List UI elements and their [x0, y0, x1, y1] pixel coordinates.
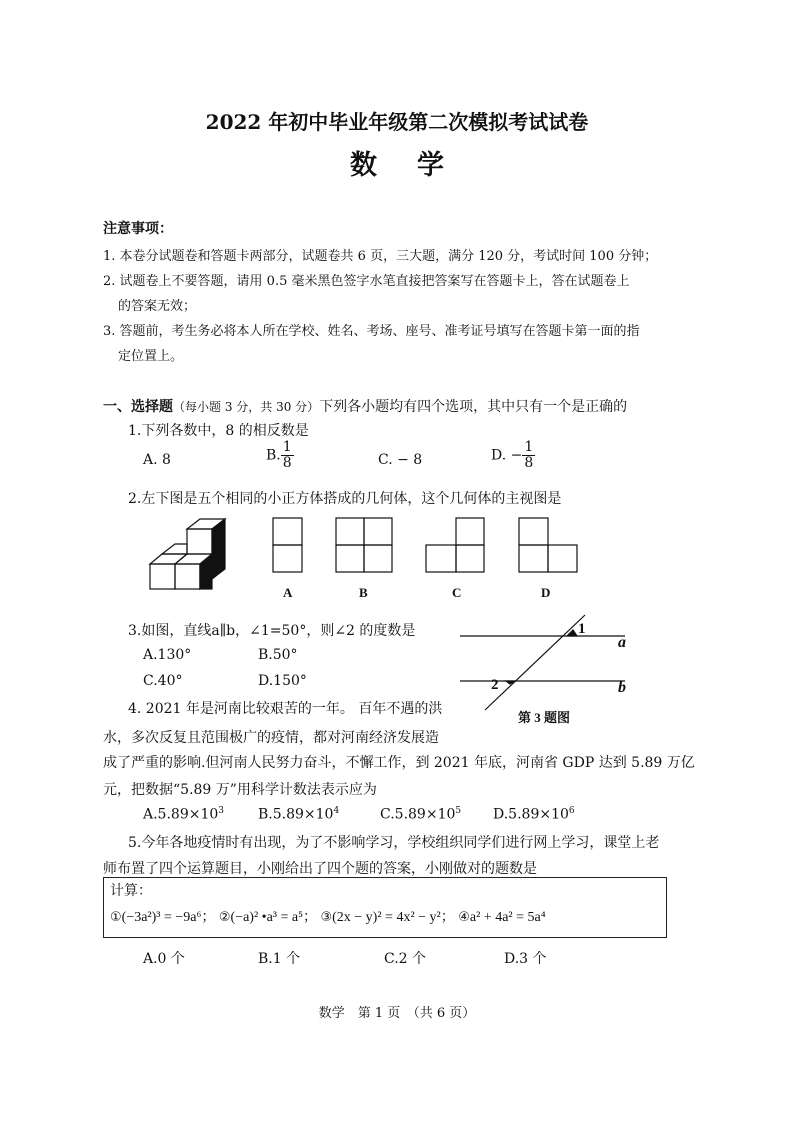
- q5-expr-3: (2x − y)² = 4x² − y²: [332, 910, 441, 925]
- q2-view-a: [272, 517, 304, 575]
- q1-option-d-prefix: D. −: [491, 447, 523, 464]
- q5-line-2: 师布置了四个运算题目，小刚给出了四个题的答案，小刚做对的题数是: [103, 861, 537, 877]
- q5-sep-1: ；: [201, 910, 216, 925]
- q5-expr-2: (−a)² •a³ = a⁵: [230, 910, 303, 925]
- q1-option-a: A. 8: [143, 452, 171, 468]
- q2-label-b: B: [359, 585, 368, 600]
- q3-caption: 第 3 题图: [518, 710, 571, 725]
- q5-expr-1-number: ①: [110, 910, 122, 925]
- q4-option-c-exp: 5: [455, 806, 462, 816]
- q3-label-1: 1: [578, 621, 586, 637]
- q2-stem: 2.左下图是五个相同的小正方体搭成的几何体，这个几何体的主视图是: [128, 491, 562, 507]
- q2-label-d: D: [541, 585, 551, 600]
- q1-option-d-fraction: [522, 440, 535, 471]
- q5-option-a: A.0 个: [143, 951, 185, 967]
- section-1-label: 一、选择题: [103, 399, 173, 415]
- q4-option-a-base: A.5.89×10: [143, 806, 219, 823]
- notice-item-3-cont: 定位置上。: [118, 349, 184, 364]
- q5-expr-4: a² + 4a² = 5a⁴: [469, 910, 546, 925]
- q4-option-c: [380, 806, 461, 823]
- q3-figure: [455, 612, 635, 712]
- q5-expr-4-number: ④: [458, 910, 470, 925]
- q1-option-c: C. − 8: [378, 452, 423, 468]
- q2-view-c: [425, 517, 487, 575]
- q1-option-b-numerator: 1: [282, 439, 292, 455]
- q2-solid-figure: [140, 515, 235, 595]
- q4-line-4: 元，把数据“5.89 万”用科学计数法表示应为: [103, 782, 377, 798]
- q1-option-d-numerator: 1: [524, 439, 534, 455]
- q4-option-d-base: D.5.89×10: [493, 806, 569, 823]
- q4-option-d-exp: 6: [568, 806, 575, 816]
- notice-item-1: 1. 本卷分试题卷和答题卡两部分，试题卷共 6 页，三大题，满分 120 分，考试时间 100 分钟；: [103, 249, 658, 264]
- exam-title: 2022 年初中毕业年级第二次模拟考试试卷: [205, 110, 589, 134]
- q3-option-d: D.150°: [258, 673, 307, 689]
- q5-calc-expressions: [110, 906, 546, 926]
- notice-item-2-cont: 的答案无效；: [118, 299, 197, 314]
- q3-option-c: C.40°: [143, 673, 183, 689]
- q3-stem: 3.如图，直线a∥b，∠1=50°，则∠2 的度数是: [128, 623, 416, 639]
- cube-bottom-front-2: [175, 564, 200, 589]
- page-footer: 数学 第 1 页 （共 6 页）: [318, 1006, 476, 1021]
- q5-expr-1: (−3a²)³ = −9a⁶: [121, 910, 202, 925]
- q3-option-b: B.50°: [258, 647, 298, 663]
- q4-line-3: 成了严重的影响.但河南人民努力奋斗，不懈工作，到 2021 年底，河南省 GDP 达到 5.89 万亿: [103, 755, 695, 771]
- q5-expr-2-number: ②: [218, 910, 231, 925]
- q5-expr-3-number: ③: [320, 910, 333, 925]
- notice-item-3: 3. 答题前，考生务必将本人所在学校、姓名、考场、座号、准考证号填写在答题卡第一面的指: [103, 324, 640, 339]
- q1-option-b-prefix: B.: [266, 447, 281, 464]
- q5-sep-2: ；: [302, 910, 317, 925]
- q1-stem: 1.下列各数中，8 的相反数是: [128, 423, 309, 439]
- q5-sep-3: ；: [440, 910, 455, 925]
- q5-option-b: B.1 个: [258, 951, 301, 967]
- q1-option-b: [266, 440, 294, 471]
- q4-option-b: [258, 806, 339, 823]
- q2-label-a: A: [283, 585, 293, 600]
- q5-line-1: 5.今年各地疫情时有出现，为了不影响学习，学校组织同学们进行网上学习，课堂上老: [128, 835, 660, 851]
- cube-back-top: [162, 544, 187, 554]
- subject-title: 数学: [350, 150, 484, 181]
- section-1-instruction: 下列各小题均有四个选项，其中只有一个是正确的: [319, 399, 628, 415]
- q4-line-2: 水，多次反复且范围极广的疫情，都对河南经济发展造: [103, 730, 439, 746]
- q3-label-a: a: [618, 634, 626, 651]
- cube-top-front: [187, 529, 212, 554]
- q3-label-2: 2: [491, 677, 499, 693]
- q5-calc-label: 计算：: [110, 883, 152, 899]
- q1-option-b-denominator: 8: [282, 455, 292, 471]
- q2-label-c: C: [452, 585, 462, 600]
- q4-option-d: [493, 806, 575, 823]
- q1-option-d-denominator: 8: [524, 455, 534, 471]
- section-1-note: （每小题 3 分，共 30 分）: [173, 400, 320, 414]
- notice-item-2: 2. 试题卷上不要答题，请用 0.5 毫米黑色签字水笔直接把答案写在答题卡上，答在试题卷上: [103, 274, 630, 289]
- q4-line-1: 4. 2021 年是河南比较艰苦的一年。 百年不遇的洪: [128, 701, 443, 717]
- q3-option-a: A.130°: [143, 647, 192, 663]
- q4-option-a: [143, 806, 224, 823]
- notice-heading: 注意事项：: [103, 221, 173, 237]
- q4-option-b-base: B.5.89×10: [258, 806, 334, 823]
- q2-view-d: [518, 517, 580, 575]
- q5-option-d: D.3 个: [504, 951, 547, 967]
- cube-bottom-front-1: [150, 564, 175, 589]
- q3-label-b: b: [618, 679, 626, 696]
- q4-option-c-base: C.5.89×10: [380, 806, 456, 823]
- cube-bottom-side-2: [200, 564, 212, 589]
- q4-option-b-exp: 4: [333, 806, 340, 816]
- transversal-line: [485, 615, 585, 710]
- q4-option-a-exp: 3: [218, 806, 225, 816]
- q1-option-d: [491, 440, 535, 471]
- q5-option-c: C.2 个: [384, 951, 427, 967]
- q2-view-b: [335, 517, 395, 575]
- section-1-heading: [103, 396, 627, 416]
- q1-option-b-fraction: [281, 440, 294, 471]
